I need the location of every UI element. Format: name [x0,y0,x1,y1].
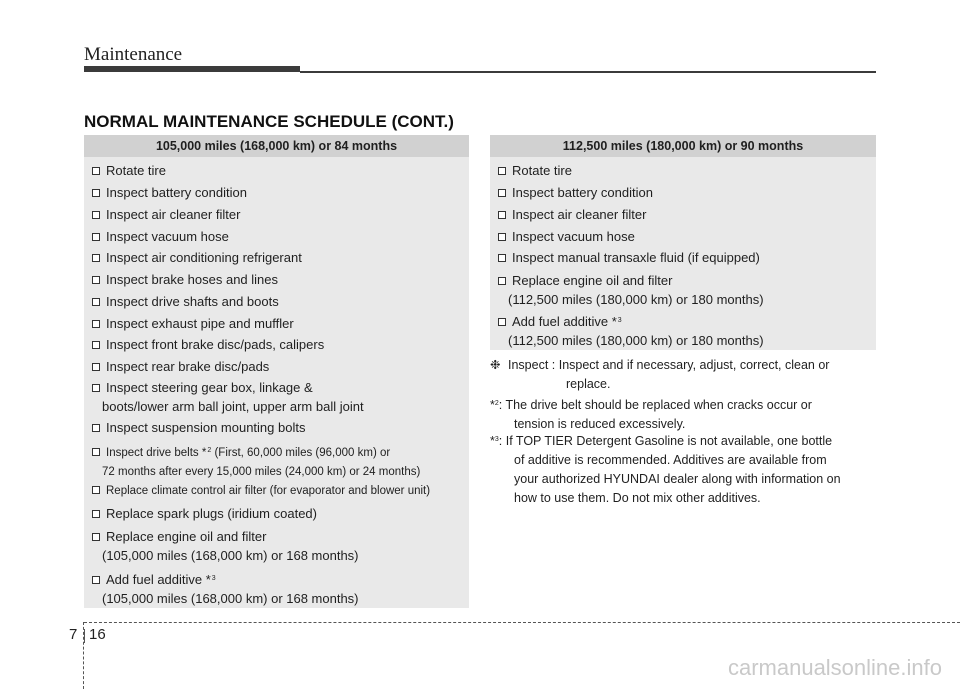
watermark: carmanualsonline.info [727,655,942,680]
checkbox-icon [92,424,100,432]
checkbox-icon [92,448,100,456]
checklist-item: Inspect front brake disc/pads, calipers [92,335,324,354]
page-title: NORMAL MAINTENANCE SCHEDULE (CONT.) [84,112,454,131]
checklist-item: Inspect air conditioning refrigerant [92,248,302,267]
header-rule-thick [84,66,300,72]
checkbox-icon [498,167,506,175]
checkbox-icon [92,533,100,541]
checkbox-icon [92,189,100,197]
checklist-item-climate-filter: Replace climate control air filter (for evaporator and blower unit) [92,482,430,501]
asterism-icon: ❉ [490,358,501,372]
checkbox-icon [92,384,100,392]
note-drive-belt: *$^2$: The drive belt should be replaced when cracks occur or tension is reduced excessively. [490,398,812,431]
checkbox-icon [92,254,100,262]
checklist-item: Inspect battery condition [498,183,653,202]
checkbox-icon [92,167,100,175]
checkbox-icon [92,363,100,371]
checklist-item-engine-oil: Replace engine oil and filter (112,500 miles (180,000 km) or 180 months) [498,271,764,309]
checkbox-icon [92,576,100,584]
page-number: 16 [89,626,106,643]
section-label: Maintenance [84,44,183,65]
checklist-item-spark-plugs: Replace spark plugs (iridium coated) [92,504,317,523]
schedule-panel-105000 [84,135,469,608]
checklist-item-suspension: Inspect suspension mounting bolts [92,418,305,437]
checkbox-icon [92,211,100,219]
checkbox-icon [92,341,100,349]
checklist-item: Inspect vacuum hose [92,227,229,246]
checkbox-icon [498,233,506,241]
checklist-item-fuel-additive: Add fuel additive *$^3$ (105,000 miles (168,000 km) or 168 months) [92,569,359,608]
checkbox-icon [498,211,506,219]
checkbox-icon [92,486,100,494]
chapter-number: 7 [69,626,78,643]
checklist-item: Inspect manual transaxle fluid (if equipped) [498,248,760,267]
footer-divider [84,629,85,643]
checklist-item: Inspect battery condition [92,183,247,202]
checklist-item: Inspect vacuum hose [498,227,635,246]
checkbox-icon [92,510,100,518]
checklist-item: Inspect drive shafts and boots [92,292,279,311]
checkbox-icon [92,233,100,241]
checklist-item: Rotate tire [92,161,166,180]
checkbox-icon [92,298,100,306]
footer-rule [84,622,960,624]
checklist-item-engine-oil: Replace engine oil and filter (105,000 miles (168,000 km) or 168 months) [92,527,359,565]
checkbox-icon [498,254,506,262]
checkbox-icon [92,320,100,328]
checklist-item-steering: Inspect steering gear box, linkage & boots/lower arm ball joint, upper arm ball joint [92,378,364,416]
checklist-item: Inspect air cleaner filter [92,205,240,224]
checklist-item: Inspect brake hoses and lines [92,270,278,289]
checklist-item: Rotate tire [498,161,572,180]
checkbox-icon [498,318,506,326]
checklist-item-drive-belts: Inspect drive belts *$^2$ (First, 60,000 miles (96,000 km) or 72 months after every 15,000 miles (24,000 km) or 24 months) [92,441,420,482]
note-fuel-additive: *$^3$: If TOP TIER Detergent Gasoline is not available, one bottle of additive is recommended. Additives are available from your authorized HYUNDAI dealer along with information on how to use them. Do not mix other additives. [490,434,841,505]
note-inspect: ❉ Inspect : Inspect and if necessary, adjust, correct, clean or replace. [490,358,830,391]
checklist-item: Inspect rear brake disc/pads [92,357,269,376]
checkbox-icon [92,276,100,284]
checklist-item: Inspect exhaust pipe and muffler [92,314,294,333]
schedule-panel-112500 [490,135,876,350]
checkbox-icon [498,189,506,197]
panel-heading: 105,000 miles (168,000 km) or 84 months [84,135,469,157]
panel-heading: 112,500 miles (180,000 km) or 90 months [490,135,876,157]
header-rule-thin [300,71,876,73]
checkbox-icon [498,277,506,285]
checklist-item: Inspect air cleaner filter [498,205,646,224]
checklist-item-fuel-additive: Add fuel additive *$^3$ (112,500 miles (180,000 km) or 180 months) [498,311,764,350]
